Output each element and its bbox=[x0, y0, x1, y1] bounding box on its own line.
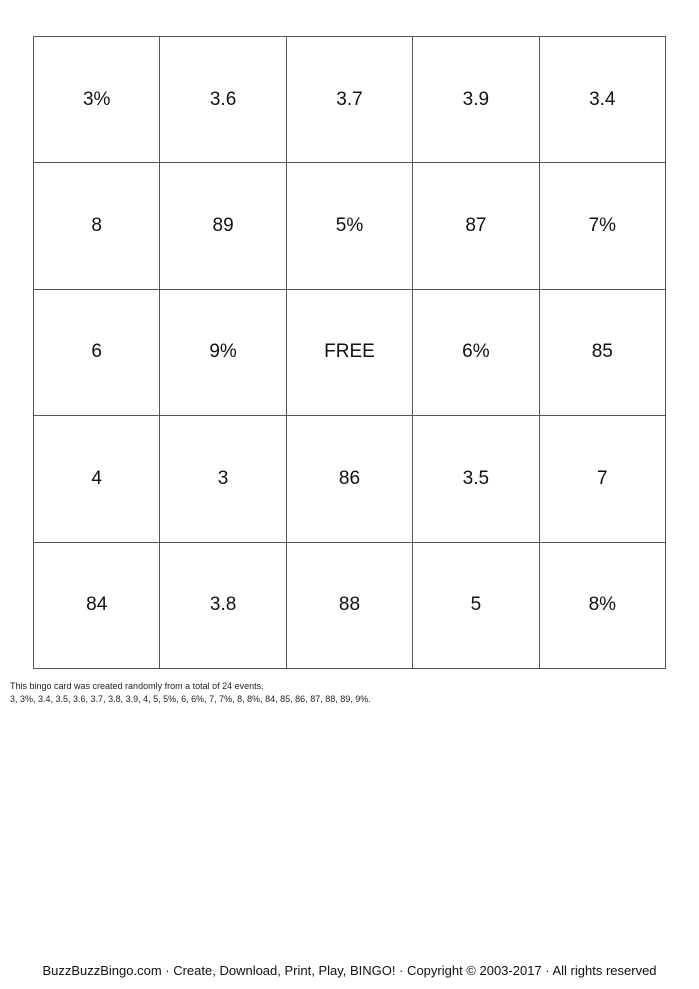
bingo-cell: 4 bbox=[34, 416, 160, 542]
card-info-event-list: 3, 3%, 3.4, 3.5, 3.6, 3.7, 3.8, 3.9, 4, 5, 5%, 6, 6%, 7, 7%, 8, 8%, 84, 85, 86, 87, 88, 89, 9%. bbox=[10, 694, 371, 704]
bingo-cell: 5% bbox=[287, 163, 413, 289]
bingo-cell: 3.7 bbox=[287, 37, 413, 163]
bingo-cell: 85 bbox=[540, 290, 666, 416]
bingo-cell: 7 bbox=[540, 416, 666, 542]
bingo-cell: 8 bbox=[34, 163, 160, 289]
bingo-cell: 86 bbox=[287, 416, 413, 542]
bingo-cell: 8% bbox=[540, 543, 666, 669]
bingo-free-cell: FREE bbox=[287, 290, 413, 416]
bingo-cell: 87 bbox=[413, 163, 539, 289]
bingo-cell: 3.8 bbox=[160, 543, 286, 669]
card-info-summary: This bingo card was created randomly from a total of 24 events. bbox=[10, 681, 264, 691]
page-footer: BuzzBuzzBingo.com · Create, Download, Print, Play, BINGO! · Copyright © 2003-2017 · All rights reserved bbox=[42, 963, 657, 978]
bingo-cell: 3.5 bbox=[413, 416, 539, 542]
bingo-cell: 7% bbox=[540, 163, 666, 289]
bingo-cell: 3.6 bbox=[160, 37, 286, 163]
bingo-cell: 89 bbox=[160, 163, 286, 289]
bingo-cell: 3% bbox=[34, 37, 160, 163]
bingo-cell: 88 bbox=[287, 543, 413, 669]
bingo-cell: 3 bbox=[160, 416, 286, 542]
bingo-cell: 3.4 bbox=[540, 37, 666, 163]
bingo-cell: 84 bbox=[34, 543, 160, 669]
card-info bbox=[10, 680, 371, 706]
bingo-cell: 3.9 bbox=[413, 37, 539, 163]
bingo-cell: 5 bbox=[413, 543, 539, 669]
bingo-card-grid bbox=[33, 36, 666, 669]
bingo-cell: 9% bbox=[160, 290, 286, 416]
bingo-cell: 6 bbox=[34, 290, 160, 416]
bingo-cell: 6% bbox=[413, 290, 539, 416]
